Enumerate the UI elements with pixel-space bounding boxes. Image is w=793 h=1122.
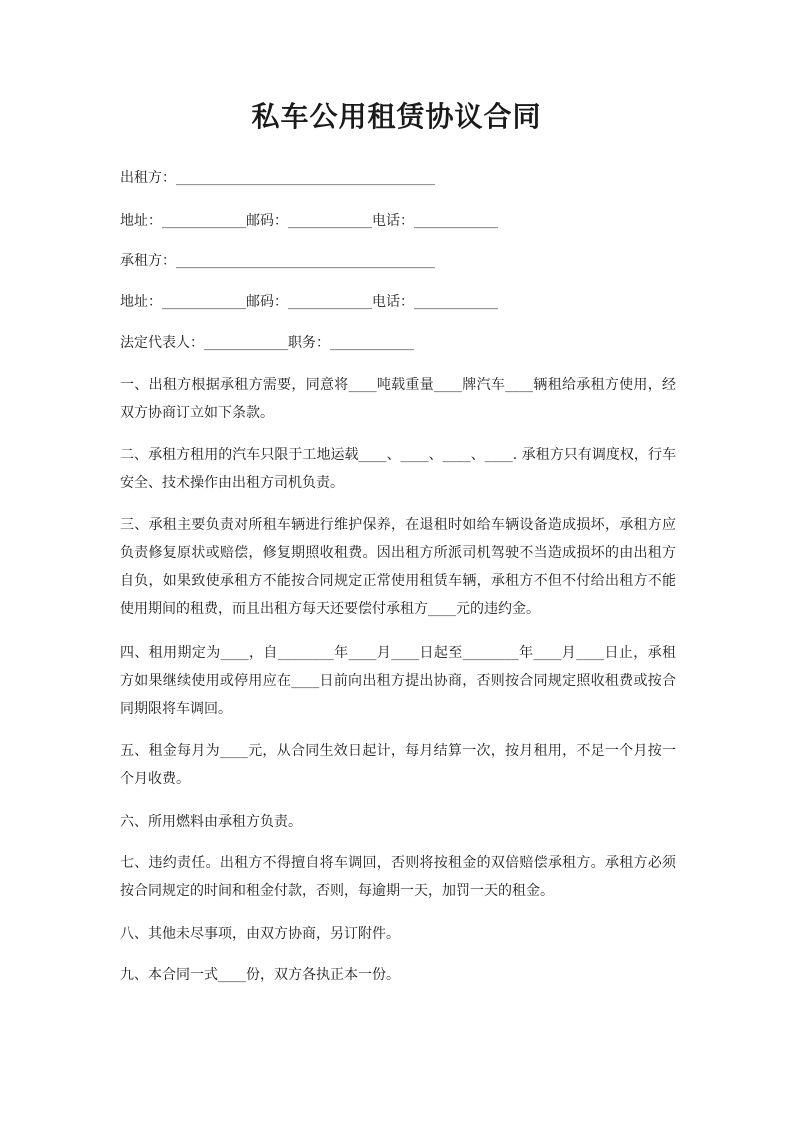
clause-8: 八、其他未尽事项，由双方协商，另订附件。 (120, 926, 400, 942)
lessor-address-line: 地址：____________邮码：____________电话：____________ (120, 213, 498, 229)
lessee-address-line: 地址：____________邮码：____________电话：____________ (120, 294, 498, 310)
clause-7: 七、违约责任。出租方不得擅自将车调回，否则将按租金的双倍赔偿承租方。承租方必须按合同规定的时间和租金付款，否则，每逾期一天，加罚一天的租金。 (120, 855, 676, 899)
clause-2: 二、承租方租用的汽车只限于工地运载____、____、____、____. 承租方只有调度权，行车安全、技术操作由出租方司机负责。 (120, 447, 676, 491)
clause-3: 三、承租主要负责对所租车辆进行维护保养，在退租时如给车辆设备造成损坏，承租方应负责修复原状或赔偿，修复期照收租费。因出租方所派司机驾驶不当造成损坏的由出租方自负，如果致使承租方不能按合同规定正常使用租赁车辆，承租方不但不付给出租方不能使用期间的租费，而且出租方每天还要偿付承租方____元的违约金。 (120, 517, 676, 617)
clause-1: 一、出租方根据承租方需要，同意将____吨载重量____牌汽车____辆租给承租方使用，经双方协商订立如下条款。 (120, 377, 676, 421)
lessor-line: 出租方：_____________________________________ (120, 170, 435, 186)
clause-4: 四、租用期定为____，自________年____月____日起至________年____月____日止，承租方如果继续使用或停用应在____日前向出租方提出协商，否则按合同规定照收租费或按合同期限将车调回。 (120, 645, 676, 717)
clause-6: 六、所用燃料由承租方负责。 (120, 814, 302, 830)
document-title: 私车公用租赁协议合同 (251, 100, 542, 133)
clause-9: 九、本合同一式____份，双方各执正本一份。 (120, 967, 400, 983)
legal-rep-line: 法定代表人：____________职务：____________ (120, 335, 414, 351)
lessee-line: 承租方：_____________________________________ (120, 253, 435, 269)
clause-5: 五、租金每月为____元，从合同生效日起计，每月结算一次，按月租用，不足一个月按一个月收费。 (120, 743, 676, 787)
